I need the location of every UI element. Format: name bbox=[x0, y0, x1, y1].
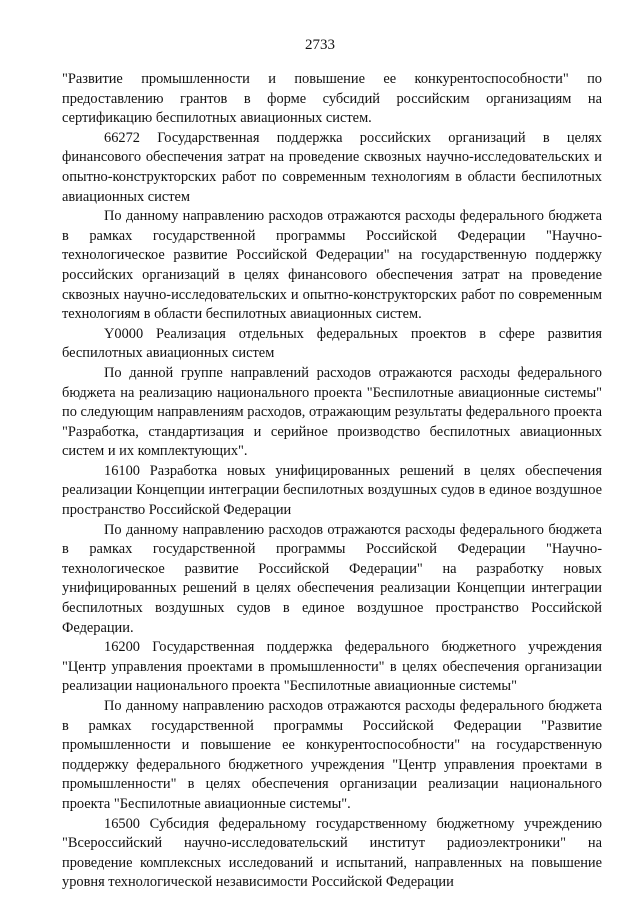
paragraph: Y0000 Реализация отдельных федеральных проектов в сфере развития беспилотных авиационных систем bbox=[62, 325, 602, 362]
paragraph: По данному направлению расходов отражаются расходы федерального бюджета в рамках государственной программы Российской Федерации "Научно-технологическое развитие Российской Федерации" на разработку новых унифицированных решений в целях обеспечения реализации Концепции интеграции беспилотных воздушных судов в единое воздушное пространство Российской Федерации. bbox=[62, 521, 602, 636]
paragraph: 16200 Государственная поддержка федерального бюджетного учреждения "Центр управления проектами в промышленности" в целях обеспечения организации реализации национального проекта "Беспилотные авиационные системы" bbox=[62, 639, 602, 695]
paragraph: По данному направлению расходов отражаются расходы федерального бюджета в рамках государственной программы Российской Федерации "Развитие промышленности и повышение ее конкурентоспособности" на государственную поддержку федерального бюджетного учреждения "Центр управления проектами в промышленности" в целях обеспечения организации реализации национального проекта "Беспилотные авиационные системы". bbox=[62, 698, 602, 812]
paragraph: 16100 Разработка новых унифицированных решений в целях обеспечения реализации Концепции интеграции беспилотных воздушных судов в единое воздушное пространство Российской Федерации bbox=[62, 462, 602, 519]
paragraph: 16500 Субсидия федеральному государственному бюджетному учреждению "Всероссийский научно-исследовательский институт радиоэлектроники" на проведение комплексных исследований и испытаний, направленных на повышение уровня технологической независимости Российской Федерации bbox=[62, 815, 602, 891]
paragraph: "Развитие промышленности и повышение ее конкурентоспособности" по предоставлению грантов в форме субсидий российским организациям на сертификацию беспилотных авиационных систем. bbox=[62, 71, 602, 127]
paragraph: По данной группе направлений расходов отражаются расходы федерального бюджета на реализацию национального проекта "Беспилотные авиационные системы" по следующим направлениям расходов, отражающим результаты федерального проекта "Разработка, стандартизация и серийное производство беспилотных авиационных систем и их комплектующих". bbox=[62, 364, 602, 460]
document-body bbox=[62, 70, 602, 893]
paragraph: По данному направлению расходов отражаются расходы федерального бюджета в рамках государственной программы Российской Федерации "Научно-технологическое развитие Российской Федерации" на государственную поддержку российских организаций в целях финансового обеспечения затрат на проведение сквозных научно-исследовательских и опытно-конструкторских работ по современным технологиям в области беспилотных авиационных систем. bbox=[62, 208, 602, 323]
paragraph: 66272 Государственная поддержка российских организаций в целях финансового обеспечения затрат на проведение сквозных научно-исследовательских и опытно-конструкторских работ по современным технологиям в области беспилотных авиационных систем bbox=[62, 129, 602, 205]
page-number: 2733 bbox=[305, 37, 335, 53]
